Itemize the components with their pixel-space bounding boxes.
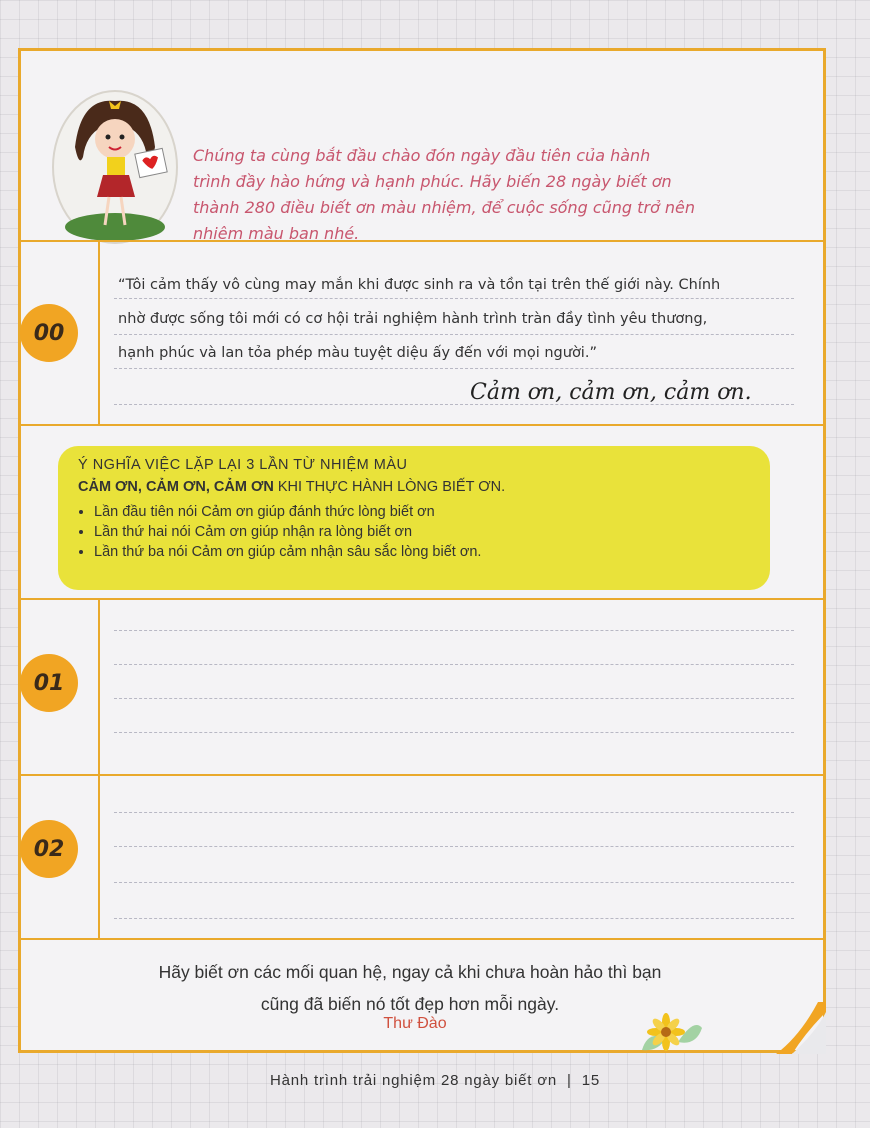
highlight-item: • Lần thứ hai nói Cảm ơn giúp nhận ra lòng biết ơn: [94, 522, 750, 542]
writing-line: [114, 882, 794, 883]
closing-line-2: cũng đã biến nó tốt đẹp hơn mỗi ngày.: [260, 994, 560, 1014]
closing-quote: [60, 956, 760, 1020]
entry-number-badge: 01: [20, 654, 78, 712]
intro-line-1: Chúng ta cùng bắt đầu chào đón ngày đầu tiên của hành: [193, 146, 651, 165]
intro-line-4: nhiệm màu bạn nhé.: [193, 224, 360, 243]
divider-line: [20, 938, 826, 940]
divider-line: [20, 774, 826, 776]
highlight-subtitle-bold: CẢM ƠN, CẢM ƠN, CẢM ƠN: [78, 479, 274, 495]
closing-line-1: Hãy biết ơn các mối quan hệ, ngay cả khi chưa hoàn hảo thì bạn: [158, 962, 662, 982]
highlight-box: [58, 446, 770, 590]
writing-line: [114, 630, 794, 631]
highlight-list: [78, 502, 750, 562]
quote-line-3: hạnh phúc và lan tỏa phép màu tuyệt diệu ấy đến với mọi người.”: [118, 345, 597, 361]
writing-line: [114, 812, 794, 813]
highlight-subtitle-rest: KHI THỰC HÀNH LÒNG BIẾT ƠN.: [273, 479, 506, 495]
intro-line-3: thành 280 điều biết ơn màu nhiệm, để cuộc sống cũng trở nên: [193, 198, 696, 217]
intro-text: [193, 143, 803, 247]
writing-line: [114, 846, 794, 847]
writing-line: [114, 664, 794, 665]
quote-line-1: “Tôi cảm thấy vô cùng may mắn khi được sinh ra và tồn tại trên thế giới này. Chính: [118, 277, 721, 293]
girl-illustration: [51, 87, 179, 245]
page-footer: [0, 1072, 870, 1089]
page-curl: [756, 1002, 826, 1054]
writing-line: [114, 918, 794, 919]
footer-title: Hành trình trải nghiệm 28 ngày biết ơn: [269, 1072, 558, 1089]
page-number: 15: [581, 1072, 601, 1089]
highlight-item: • Lần đầu tiên nói Cảm ơn giúp đánh thức lòng biết ơn: [94, 502, 750, 522]
writing-line: [114, 732, 794, 733]
divider-line: [20, 424, 826, 426]
highlight-title: Ý NGHĨA VIỆC LẶP LẠI 3 LẦN TỪ NHIỆM MÀU: [78, 457, 408, 473]
divider-line: [20, 240, 826, 242]
intro-line-2: trình đầy hào hứng và hạnh phúc. Hãy biến 28 ngày biết ơn: [193, 172, 672, 191]
highlight-item: • Lần thứ ba nói Cảm ơn giúp cảm nhận sâu sắc lòng biết ơn.: [94, 542, 750, 562]
margin-line: [98, 598, 100, 938]
flower-icon: [638, 1012, 704, 1054]
entry-number-badge: 02: [20, 820, 78, 878]
footer-separator: |: [567, 1072, 572, 1089]
entry-number-badge: 00: [20, 304, 78, 362]
highlight-subtitle: [78, 476, 750, 498]
closing-author: Thư Đào: [383, 1015, 447, 1032]
writing-line: [114, 698, 794, 699]
quote-line-2: nhờ được sống tôi mới có cơ hội trải nghiệm hành trình tràn đầy tình yêu thương,: [118, 311, 708, 327]
quote-signature: Cảm ơn, cảm ơn, cảm ơn.: [470, 380, 752, 405]
divider-line: [20, 598, 826, 600]
margin-line: [98, 240, 100, 424]
sample-quote: [118, 268, 798, 370]
